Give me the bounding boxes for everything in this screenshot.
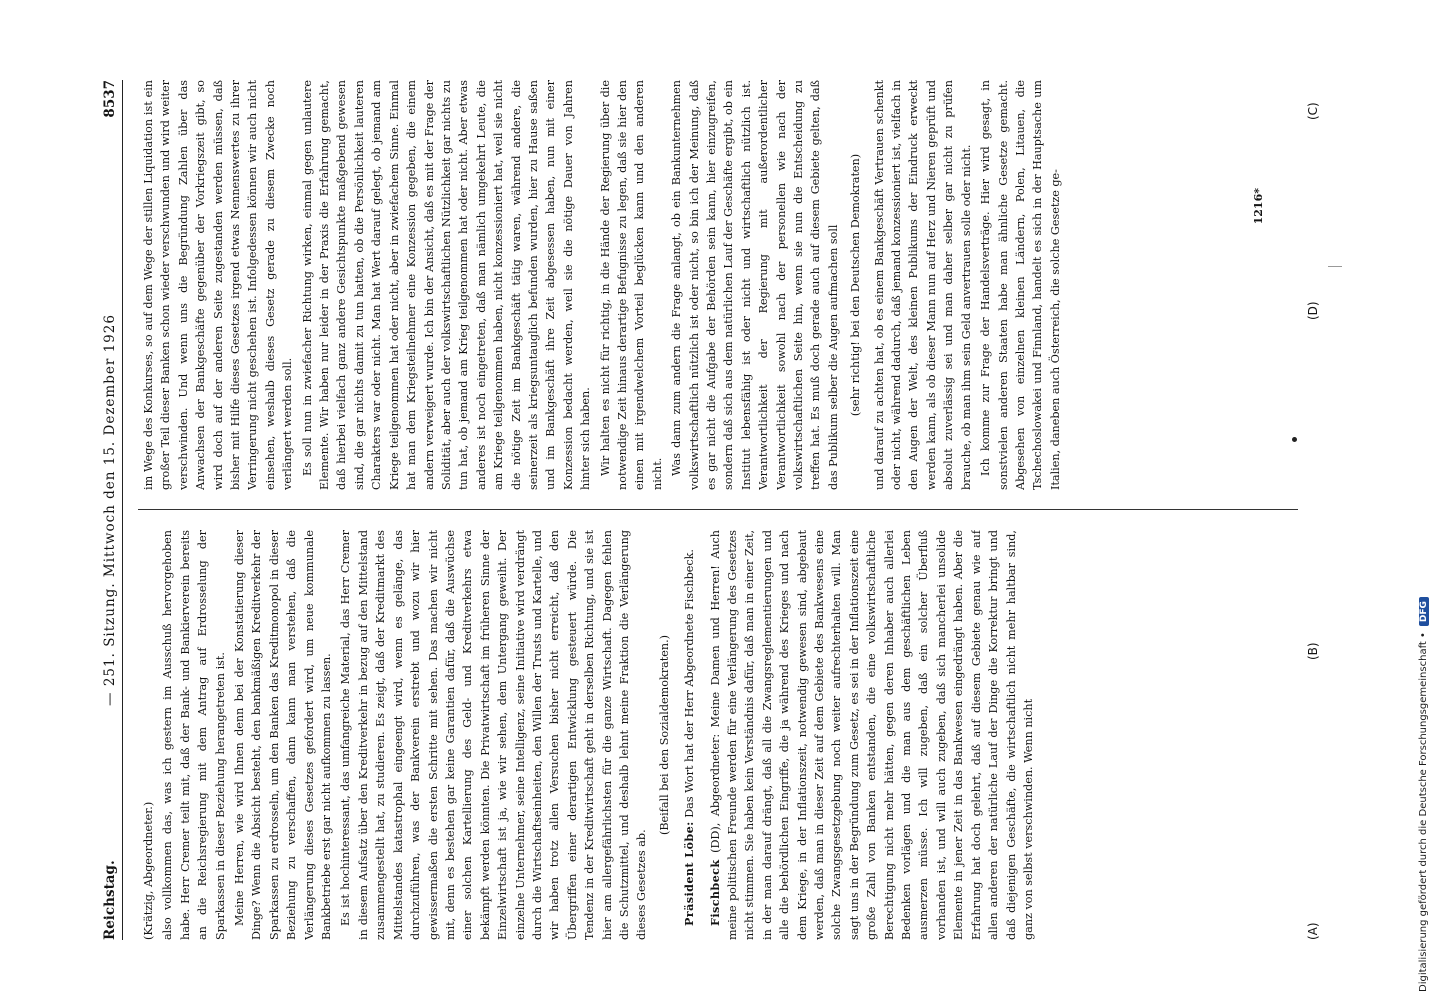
page-header [100, 80, 124, 940]
signature-number: 1216* [1252, 188, 1265, 225]
dash-mark [1328, 266, 1342, 267]
president-label: Präsident Löbe: [682, 821, 697, 926]
paragraph: Wir halten es nicht für richtig, in die Hände der Regierung über die notwendige Zeit hinaus derartige Befugnisse zu legen, daß sie hier den einen mit irgendwelchem Vorteil beglücken kann und den anderen nicht. [598, 80, 664, 490]
column-divider [138, 509, 1298, 510]
header-rule [122, 80, 123, 940]
rotated-page [100, 80, 1330, 940]
margin-marker-d: (D) [1306, 301, 1320, 320]
bullet-mark [1292, 437, 1297, 442]
header-center: — 251. Sitzung. Mittwoch den 15. Dezember 1926 [102, 314, 118, 706]
speaker-paragraph [707, 530, 1038, 940]
credit-text: Digitalisierung gefördert durch die Deutsche Forschungsgemeinschaft • [1418, 632, 1429, 992]
paragraph: Es soll nun in zwiefacher Richtung wirken, einmal gegen unlautere Elemente. Wir haben nur leider in der Praxis die Erfahrung gemacht, daß hierbei vielfach ganz andere Gesichtspunkte maßgebend gewesen sind, die gar nichts damit zu tun hatten, ob die Persönlichkeit lauteren Charakters war oder nicht. Man hat Wert darauf gelegt, ob jemand am Kriege teilgenommen hat oder nicht, aber in zwiefachem Sinne. Einmal hat man dem Kriegsteilnehmer eine Konzession gegeben, die einem andern verweigert wurde. Ich bin der Ansicht, daß es mit der Frage der Solidität, aber auch der volkswirtschaftlichen Nützlichkeit gar nichts zu tun hat, ob jemand am Krieg teilgenommen hat oder nicht. Aber etwas anderes ist noch eingetreten, daß man nämlich umgekehrt Leute, die am Kriege teilgenommen haben, nicht konzessioniert hat, weil sie nicht die nötige Zeit im Bankgeschäft tätig waren, während andere, die seinerzeit als kriegsuntauglich befunden wurden, hier zu Hause saßen und im Bankgeschäft ihre Zeit abgesessen haben, nun mit einer Konzession bedacht werden, weil sie die nötige Dauer von Jahren hinter sich haben. [300, 80, 593, 490]
paragraph: Es ist hochinteressant, das umfangreiche Material, das Herr Cremer in diesem Aufsatz über den Kreditverkehr in bezug auf den Mittelstand zusammengestellt hat, zu studieren. Es zeigt, daß der Kreditmarkt des Mittelstandes katastrophal eingeengt wird, wenn es gelänge, das durchzuführen, was der Bankverein erstrebt und wozu wir hier gewissermaßen die ersten Schritte mit sehen. Das machen wir nicht mit, denn es bestehen gar keine Garantien dafür, daß die Auswüchse einer solchen Kartellierung des Geld- und Kreditverkehrs etwa bekämpft werden könnten. Die Privatwirtschaft im früheren Sinne der Einzelwirtschaft ist ja, wie wir sehen, dem Untergang geweiht. Der einzelne Unternehmer, seine Intelligenz, seine Initiative wird verdrängt durch die Wirtschaftseinheiten, den Willen der Trusts und Kartelle, und wir haben trotz allen Versuchen bisher nicht erreicht, daß den Übergriffen einer derartigen Entwicklung gesteuert würde. Die Tendenz in der Kreditwirtschaft geht in derselben Richtung, und sie ist hier am allergefährlichsten für die ganze Wirtschaft. Dagegen fehlen die Schutzmittel, und deshalb lehnt meine Fraktion die Verlängerung dieses Gesetzes ab. [339, 530, 649, 940]
interjection: (sehr richtig! bei den Deutschen Demokraten) [849, 153, 863, 417]
paragraph: Ich komme zur Frage der Handelsverträge. Hier wird gesagt, in sonstvielen anderen Staaten habe man ähnliche Gesetze gemacht. Abgesehen von einzelnen kleinen Ländern, Polen, Litauen, die Tschechoslowakei und Finnland, handelt es sich in der Hauptsache um Italien, daneben auch Österreich, die solche Gesetze ge- [979, 80, 1062, 490]
speaker-name: Fischbeck [707, 859, 722, 926]
paragraph: und darauf zu achten hat, ob es einem Bankgeschäft Vertrauen schenkt oder nicht, während dadurch, daß jemand konzessioniert ist, vielfach in den Augen der Welt, des kleinen Publikums der Eindruck erweckt werden kann, als ob dieser Mann nun auf Herz und Nieren geprüft und absolut zuverlässig sei und man daher selber gar nicht zu prüfen brauche, ob man ihm sein Geld anvertrauen solle oder nicht. [872, 80, 973, 490]
president-remark [681, 530, 698, 940]
president-text: Das Wort hat der Herr Abgeordnete Fischbeck. [683, 549, 697, 818]
paragraph: also vollkommen das, was ich gestern im Ausschuß hervorgehoben habe. Herr Cremer teilt mit, daß der Bank- und Bankierverein bereits an die Reichsregierung mit dem Antrag auf Erdrosselung der Sparkassen in dieser Beziehung herangetreten ist. [161, 530, 227, 940]
paragraph: im Wege des Konkurses, so auf dem Wege der stillen Liquidation ist ein großer Teil dieser Banken schon wieder verschwunden und wird weiter verschwinden. Und wenn uns die Begründung Zahlen über das Anwachsen der Bankgeschäfte gegenüber der Vorkriegszeit gibt, so wird doch auf der anderen Seite zugestanden werden müssen, daß bisher mit Hilfe dieses Gesetzes irgend etwas Nennenswertes zu ihrer Verringerung nicht geschehen ist. Infolgedessen können wir auch nicht einsehen, weshalb dieses Gesetz gerade zu diesem Zwecke noch verlängert werden soll. [142, 80, 295, 490]
left-column [140, 530, 1300, 940]
margin-marker-c: (C) [1306, 102, 1320, 120]
applause-note: (Beifall bei den Sozialdemokraten.) [657, 634, 671, 836]
margin-marker-a: (A) [1306, 922, 1320, 940]
header-left: Reichstag. [102, 860, 118, 940]
right-column [140, 80, 1300, 490]
page-number: 8537 [102, 80, 118, 118]
paragraph: Meine Herren, wie wird Ihnen denn bei der Konstatierung dieser Dinge? Wenn die Absicht besteht, den bankmäßigen Kreditverkehr der Sparkassen zu erdrosseln, um den Banken das Kreditmonopol in dieser Beziehung zu verschaffen, dann kann man verstehen, daß die Verlängerung dieses Gesetzes gefordert wird, um neue kommunale Bankbetriebe erst gar nicht aufkommen zu lassen. [233, 530, 334, 940]
paragraph: Was dann zum andern die Frage anlangt, ob ein Bankunternehmen volkswirtschaftlich nützlich ist oder nicht, so bin ich der Meinung, daß es gar nicht die Aufgabe der Behörden sein kann, hier einzugreifen, sondern daß sich aus dem natürlichen Lauf der Geschäfte ergibt, ob ein Institut lebensfähig ist oder nicht und wirtschaftlich nützlich ist. Verantwortlichkeit der Regierung mit außerordentlicher Verantwortlichkeit sowohl nach der personellen wie nach der volkswirtschaftlichen Seite hin, wenn sie nun die Entscheidung zu treffen hat. Es muß doch gerade auch auf diesem Gebiete gelten, daß das Publikum selber die Augen aufmachen soll [670, 80, 840, 490]
speaker-tag: (Krätzig, Abgeordneter.) [142, 801, 155, 940]
speaker-text: (DD), Abgeordneter: Meine Damen und Herren! Auch meine politischen Freunde werden für eine Verlängerung des Gesetzes nicht stimmen. Sie haben kein Verständnis dafür, daß man in einer Zeit, in der man darauf drängt, daß all die Zwangsreglementierungen und alle die behördlichen Eingriffe, die ja während des Krieges und nach dem Kriege, in der Inflationszeit, notwendig gewesen sind, abgebaut werden, daß man in dieser Zeit auf dem Gebiete des Bankwesens eine solche Zwangsgesetzgebung noch weiter aufrechterhalten will. Man sagt uns in der Begründung zum Gesetz, es sei in der Inflationszeit eine große Zahl von Banken entstanden, die eine volkswirtschaftliche Berechtigung nicht mehr hätten, gegen deren Inhaber auch allerlei Bedenken vorlägen und die man aus dem geschäftlichen Leben ausmerzen müsse. Ich will zugeben, daß ein solcher Überfluß vorhanden ist, und will auch zugeben, daß sich mancherlei unsolide Elemente in jener Zeit in das Bankwesen eingedrängt haben. Aber die Erfahrung hat doch gelehrt, daß auf diesem Gebiete genau wie auf allen anderen der natürliche Lauf der Dinge die Korrektur bringt und daß diejenigen Geschäfte, die wirtschaftlich nicht mehr haltbar sind, ganz von selbst verschwinden. Wenn nicht [708, 530, 1035, 940]
dfg-logo: DFG [1419, 597, 1429, 626]
digitization-credit [1418, 12, 1434, 992]
margin-marker-b: (B) [1306, 642, 1320, 660]
